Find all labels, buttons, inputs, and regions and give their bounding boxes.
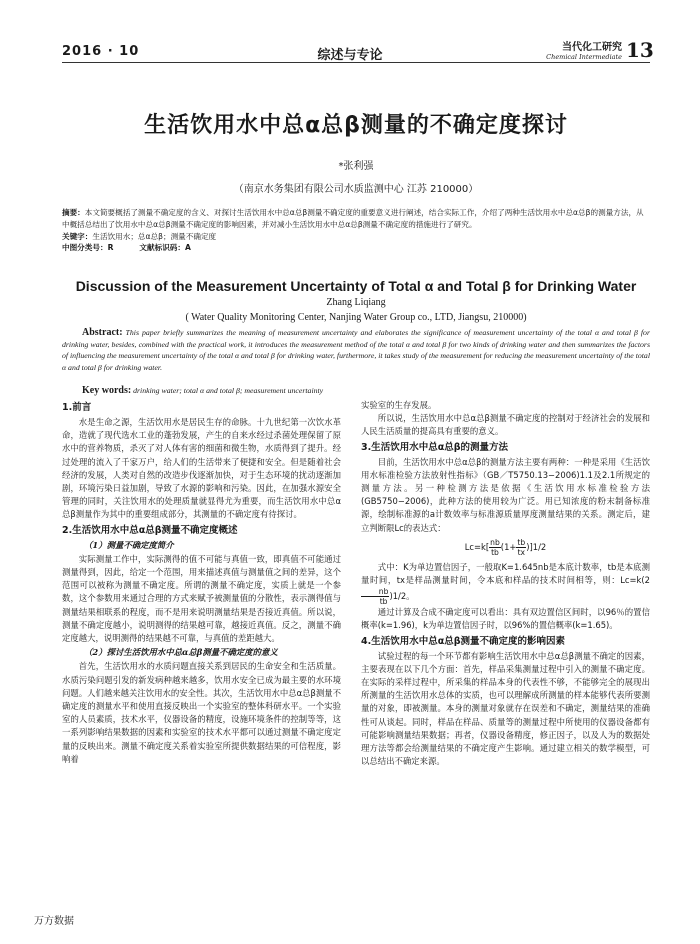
fraction-denominator: tb [379,597,388,607]
issue-number: 2016 · 10 [62,44,140,59]
fraction [361,587,389,606]
page-number: 13 [626,38,654,62]
english-abstract-label: Abstract: [82,327,123,338]
fraction-denominator: tx [517,547,526,557]
clc-value: R [107,243,114,253]
fraction-numerator: nb [490,537,500,547]
keywords-text: 生活饮用水；总α总β；测量不确定度 [92,231,217,241]
header-divider [62,62,650,63]
english-keywords-label: Key words: [82,385,132,396]
section-heading: 1.前言 [62,402,92,413]
fraction-numerator: nb [361,587,389,597]
keywords-label: 关键字： [62,231,93,241]
section-label: 综述与专论 [317,48,383,63]
subsection-heading: （2）探讨生活饮用水中总α总β测量不确定度的意义 [84,647,278,658]
section-heading: 2.生活饮用水中总α总β测量不确定度概述 [62,524,238,536]
section-heading: 3.生活饮用水中总α总β的测量方法 [361,441,509,453]
fraction [489,538,501,557]
clc-label: 中图分类号： [62,243,108,253]
paragraph: 实验室的生存发展。 [361,400,437,410]
chinese-keywords [62,231,650,243]
left-column [62,399,341,766]
journal-logo [518,42,622,61]
paragraph: 通过计算及合成不确定度可以看出：具有双边置信区间时，以96％的置信概率(k=1.96)，k为单边置信因子时，以96%的置信概率(k=1.65)。 [361,607,650,631]
doc-code-value: A [184,243,191,253]
formula-suffix: )]1/2 [526,541,547,552]
english-abstract-text: This paper briefly summarizes the meaning of measurement uncertainty and elaborates the significance of measurement uncertainty of the total α and total β for drinking water, besides, combined with the practical work, it introduces the measurement method of the total α and total β for two kinds of drinking water and then summarizes the factors of influencing the measurement uncertainty of the total α and total β for drinking water, furthermore, it takes study of the measurement for reducing the measurement uncertainty of the total α and total β for drinking water. [62,328,650,372]
fraction-numerator: tb [517,537,526,547]
paragraph: 首先，生活饮用水的水质问题直接关系到居民的生命安全和生活质量。水质污染问题引发的新发病种越来越多，饮用水安全已成为最主要的水环境问题。人们越来越关注饮用水的安全性。其次，生活饮用水中总α总β测量不确定度的测量水平和使用直接反映出一个实验室的整体科研水平。一个实验室的人员素质，技术水平，仪器设备的精度，设施环境条件的控制等等，这一系列影响结果数据的因素和实验室的技术水平都可以通过测量不确定度定量的反映出来。测量不确定度关系着实验室所提供数据结果的可信程度，影响着 [62,661,341,764]
paragraph: 所以说，生活饮用水中总α总β测量不确定度的控制对于经济社会的发展和人民生活质量的提高具有重要的意义。 [361,413,650,437]
english-author: Zhang Liqiang [326,297,386,308]
paragraph-text-end: )1/2。 [389,591,415,602]
doc-code-label: 文献标识码： [139,243,185,253]
abstract-label: 摘要： [62,208,85,217]
chinese-abstract-block [62,207,650,254]
english-keywords-text: drinking water; total α and total β; measurement uncertainty [133,386,324,395]
journal-name-cn: 当代化工研究 [562,42,622,53]
subsection-heading: （1）测量不确定度简介 [84,539,174,550]
paragraph-text: 式中：K为单边置信因子，一般取K=1.645nb是本底计数率，tb是本底测量时间，tx是样品测量时间，令本底和样品的技术时间相等，则：Lc=k(2 [361,561,650,586]
paragraph: 实际测量工作中，实际测得的值不可能与真值一致，即真值不可能通过测量得到，因此，给定一个范围，用来描述真值与测量值之间的差异，这个范围可以被称为测量不确定度。所谓的测量不确定度，实质上就是一个参数，这个参数用来通过合理的方式来赋予被测量值的分散性，表示测得值与测量结果相联系的程度，而不是用来说明测量结果是否接近真值。所以说，测量不确定度越小，说明测得的结果越可靠，越接近真值。反之，测量不确定度越大，说明测得的结果越不可靠，与真值的差距越大。 [62,553,341,644]
chinese-abstract [62,207,650,231]
author-name: *张利强 [338,161,374,172]
fraction [516,538,526,557]
judgment-limit-formula [361,538,650,557]
section-heading: 4.生活饮用水中总α总β测量不确定度的影响因素 [361,635,566,647]
english-abstract [62,327,650,373]
english-keywords [62,385,650,396]
database-watermark: 万方数据 [34,916,74,927]
english-title: Discussion of the Measurement Uncertainty of Total α and Total β for Drinking Water [75,278,637,294]
article-title: 生活饮用水中总α总β测量的不确定度探讨 [144,113,568,138]
formula-prefix: Lc=k[ [464,541,490,552]
journal-name-en: Chemical Intermediate [546,53,622,61]
english-affiliation: ( Water Quality Monitoring Center, Nanjing Water Group co., LTD, Jiangsu, 210000) [185,312,527,323]
paragraph: 试验过程的每一个环节都有影响生活饮用水中总α总β测量不确定的因素，主要表现在以下几个方面：首先，样品采集测量过程中引入的测量不确定度。在实际的采样过程中，所采集的样品本身的代表性不够，不能够完全的展现出所测量的生活饮用水总体的实质，也可以理解成所测量的样本能够代表所要测量的对象，即被测量。本身的测量对象就存在误差和不确定，测量结果的准确性可从谈起。同时，样品在样品、质量等的测量过程中所使用的仪器设备都有可能影响测量结果数据；再者，仪器设备精度，修正因子，以及人为的数据处理方法等都会给测量结果的不确定度产生影响。通过建立相关的数学模型，可以总结出不确定来源。 [361,650,650,767]
abstract-text: 本文简要概括了测量不确定度的含义、对探讨生活饮用水中总α总β测量不确定度的重要意义进行阐述，结合实际工作，介绍了两种生活饮用水中总α总β的测量方法，从中概括总结出了饮用水中总α总β测量不确定度的影响因素，并对减小生活饮用水中总α总β测量不确定度的措施进行了研究。 [62,208,644,229]
formula-middle: (1+ [500,541,517,552]
paragraph [361,561,650,606]
classification-line [62,242,650,254]
paragraph: 水是生命之源，生活饮用水是居民生存的命脉。十九世纪第一次饮水革命，造就了现代选水工业的蓬勃发展，产生的自来水经过杀菌处理保留了原水中的营养物质，杀灭了对人体有害的细菌和微生物，水质得到了提升。经过处理的流入了千家万户，给人们的生活带来了便捷和安全。但是随着社会经济的发展，人类对自然的改造步伐逐渐加快，对于生态环境的扰动逐渐加剧，环境污染日益加剧，导致了水源的影响和污染。因此，在加强水源安全管理的同时，关注饮用水的处理质量就显得尤为重要，而生活饮用水中总α总β测量作为其中的重要组成部分，其测量的不确定度有待探讨。 [62,417,341,520]
right-column [361,399,650,768]
paragraph: 目前，生活饮用水中总α总β的测量方法主要有两种：一种是采用《生活饮用水标准检验方法放射性指标》（GB／T5750.13−2006)1.1及2.1所规定的测量方法。另一种检测方法是依据《生活饮用水标准检验方法(GB5750−2006)，此种方法的使用较为广泛。用已知浓度的粉末制备标准源，绘制标准源的a计数效率与标准源质量厚度测量结果的关系。测定后，建立判断限Lc的表达式： [361,456,650,533]
fraction-denominator: tb [491,547,499,557]
author-affiliation: （南京水务集团有限公司水质监测中心 江苏 210000） [233,184,479,195]
